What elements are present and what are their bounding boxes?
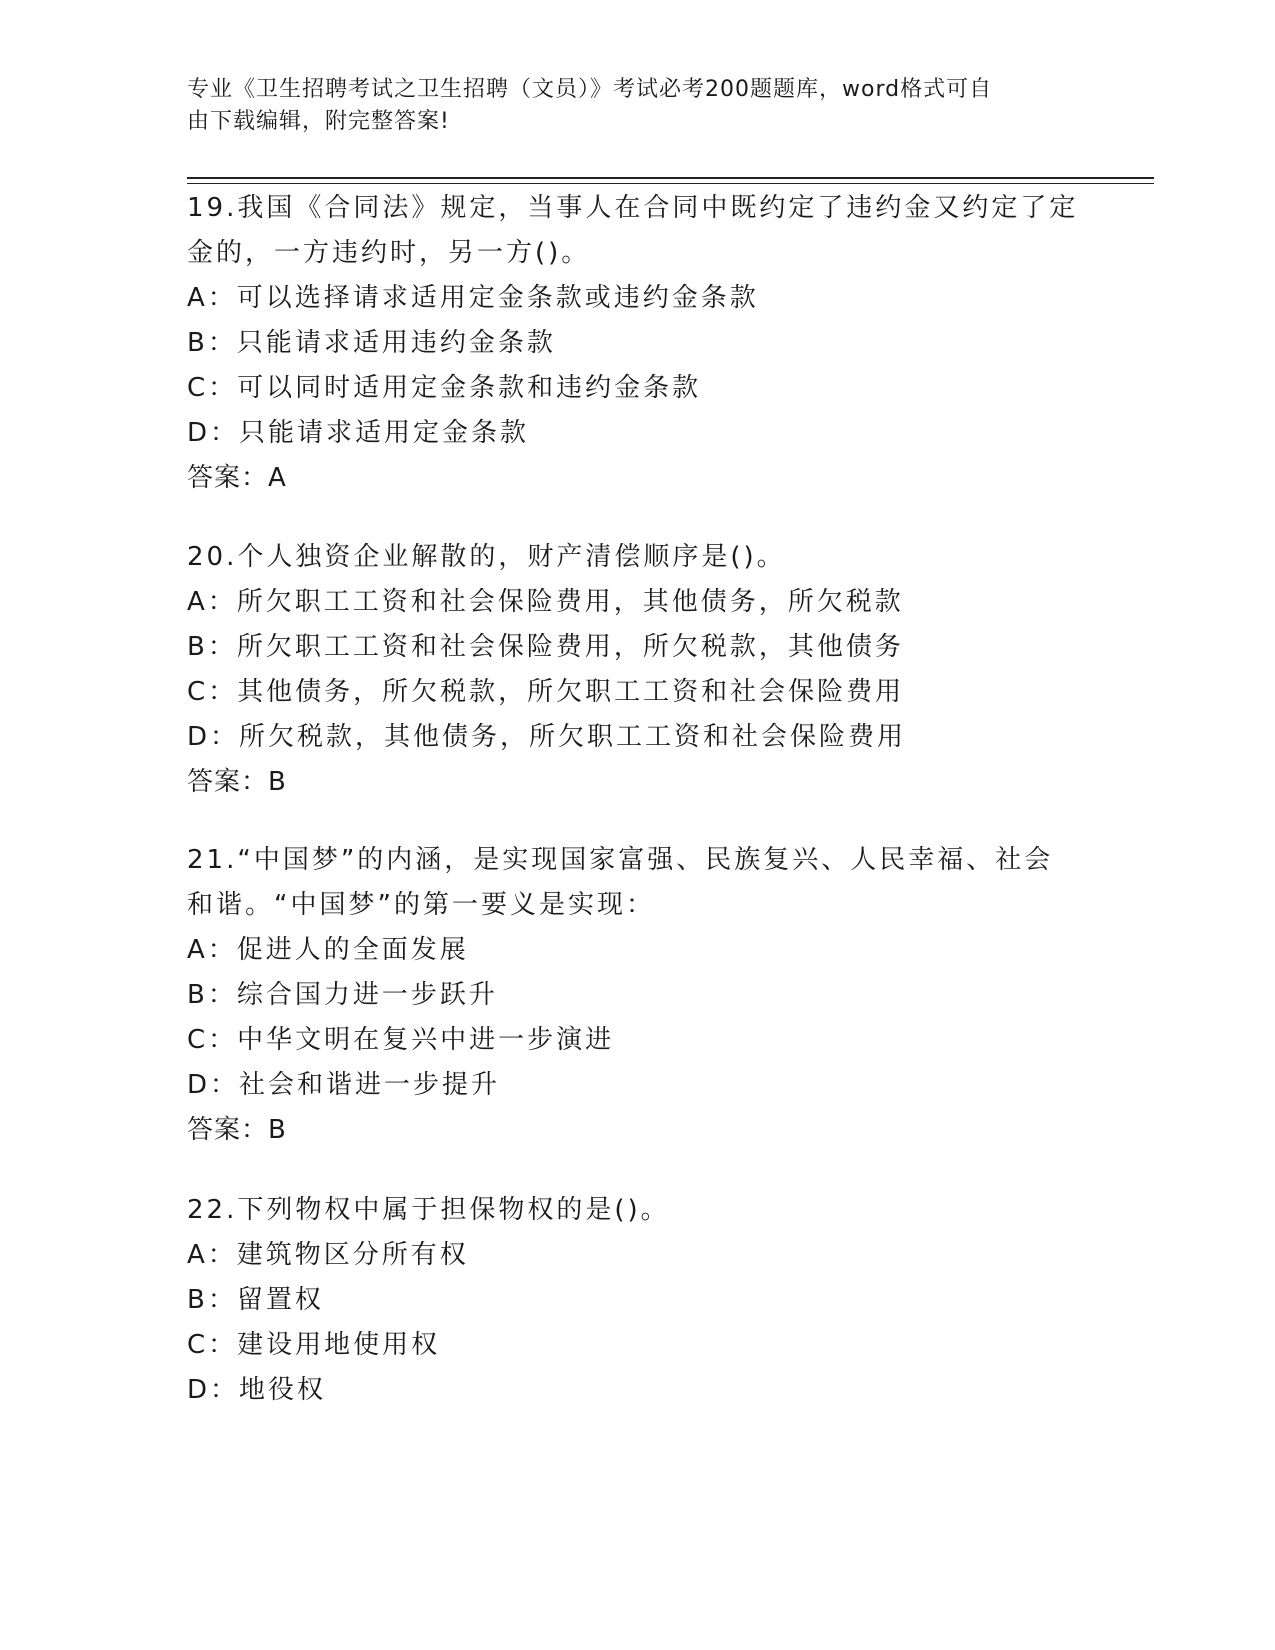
option-d: D：地役权 (187, 1375, 327, 1405)
option-a: A：所欠职工工资和社会保险费用，其他债务，所欠税款 (187, 587, 904, 617)
question-22 (187, 1188, 1087, 1413)
option-c: C：建设用地使用权 (187, 1330, 441, 1360)
header-line-1: 专业《卫生招聘考试之卫生招聘（文员）》考试必考200题题库，word格式可自 (187, 77, 993, 102)
answer: 答案：A (187, 463, 287, 493)
answer: 答案：B (187, 767, 287, 797)
header-line-2: 由下载编辑，附完整答案! (187, 109, 450, 134)
question-text-line: 和谐。“中国梦”的第一要义是实现： (187, 890, 655, 920)
header-divider-thick (187, 177, 1154, 179)
header-divider-thin (187, 183, 1154, 184)
answer: 答案：B (187, 1115, 287, 1145)
question-text-line: 22.下列物权中属于担保物权的是()。 (187, 1195, 670, 1225)
option-c: C：可以同时适用定金条款和违约金条款 (187, 373, 702, 403)
option-a: A：建筑物区分所有权 (187, 1240, 469, 1270)
option-d: D：所欠税款，其他债务，所欠职工工资和社会保险费用 (187, 722, 907, 752)
option-b: B：综合国力进一步跃升 (187, 980, 498, 1010)
document-header (187, 74, 1077, 138)
question-20 (187, 535, 1087, 805)
option-c: C：中华文明在复兴中进一步演进 (187, 1025, 615, 1055)
question-text-line: 19.我国《合同法》规定，当事人在合同中既约定了违约金又约定了定 (187, 193, 1079, 223)
option-b: B：所欠职工工资和社会保险费用，所欠税款，其他债务 (187, 632, 904, 662)
option-c: C：其他债务，所欠税款，所欠职工工资和社会保险费用 (187, 677, 905, 707)
option-b: B：留置权 (187, 1285, 324, 1315)
question-text-line: 金的，一方违约时，另一方()。 (187, 238, 591, 268)
option-d: D：只能请求适用定金条款 (187, 418, 530, 448)
question-21 (187, 838, 1087, 1153)
question-text-line: 21.“中国梦”的内涵，是实现国家富强、民族复兴、人民幸福、社会 (187, 845, 1054, 875)
option-a: A：可以选择请求适用定金条款或违约金条款 (187, 283, 759, 313)
option-b: B：只能请求适用违约金条款 (187, 328, 556, 358)
option-a: A：促进人的全面发展 (187, 935, 469, 965)
question-19 (187, 186, 1087, 501)
question-text-line: 20.个人独资企业解散的，财产清偿顺序是()。 (187, 542, 786, 572)
option-d: D：社会和谐进一步提升 (187, 1070, 501, 1100)
